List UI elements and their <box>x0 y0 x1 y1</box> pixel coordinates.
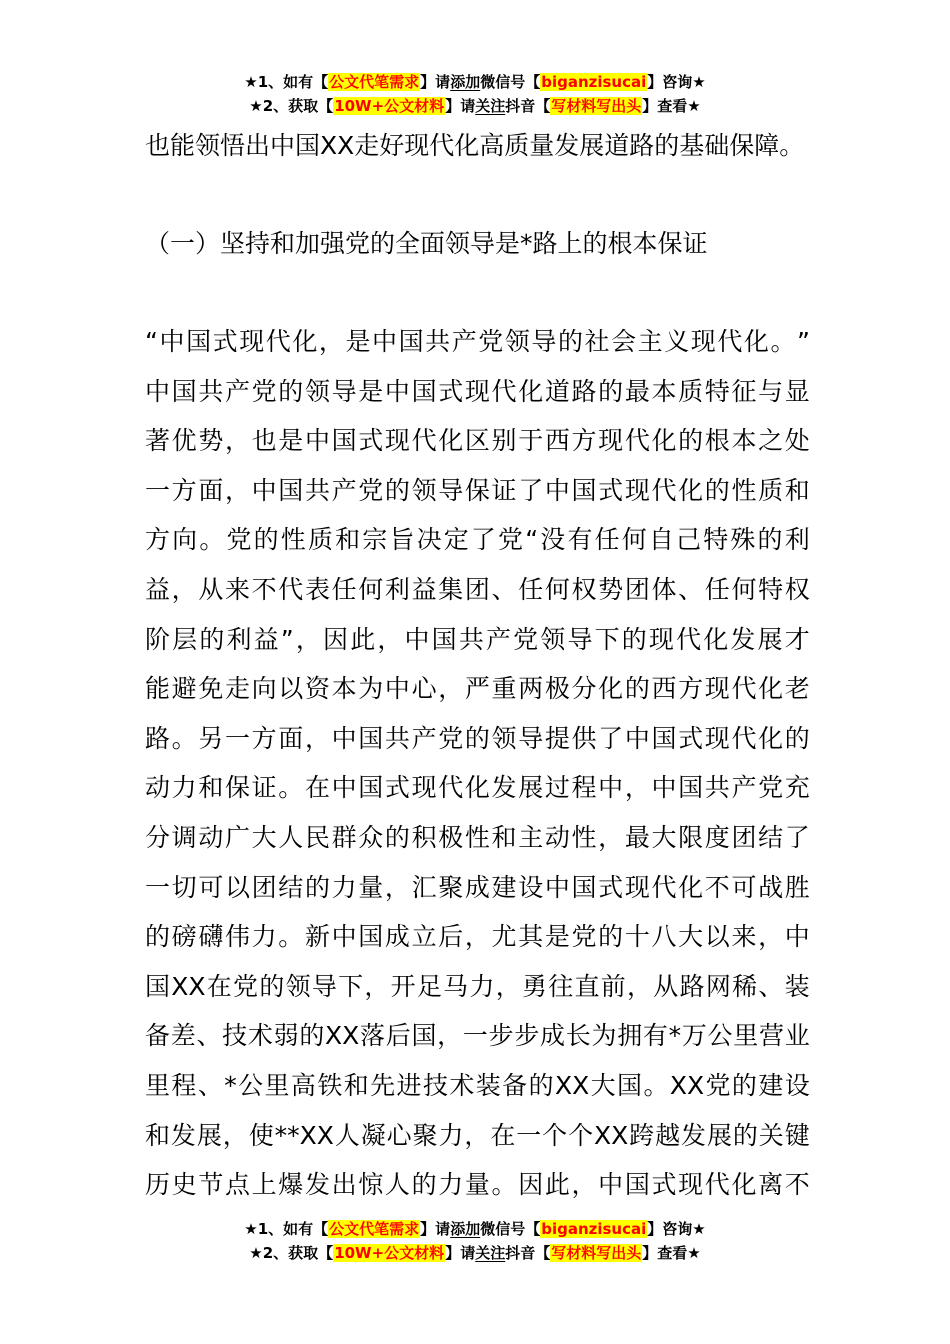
intro-line: 也能领悟出中国XX走好现代化高质量发展道路的基础保障。 <box>145 131 805 160</box>
banner-text: 】请 <box>420 73 451 91</box>
paragraph-line: 动 力 和 保 证 。 在 中 国 式 现 代 化 发 展 过 程 中 ， 中 国 共 产 党 充 <box>145 773 810 803</box>
paragraph-line: 一 方 面 ， 中 国 共 产 党 的 领 导 保 证 了 中 国 式 现 代 化 的 性 质 和 <box>145 475 810 505</box>
banner-text: 】请 <box>420 1220 451 1238</box>
footer-banner-line-2 <box>0 1241 950 1265</box>
banner-highlight: 写材料写出头 <box>551 1244 642 1262</box>
header-banner <box>0 70 950 118</box>
banner-text: 】咨询★ <box>647 73 706 91</box>
footer-banner <box>0 1217 950 1265</box>
banner-underlined: 添加 <box>450 73 481 91</box>
banner-underlined: 关注 <box>475 97 506 115</box>
banner-text: ★2、获取【 <box>249 97 334 115</box>
banner-underlined: 添加 <box>450 1220 481 1238</box>
banner-highlight: biganzisucai <box>541 73 647 91</box>
banner-text: 微信号【 <box>480 73 541 91</box>
banner-text: 】咨询★ <box>647 1220 706 1238</box>
section-heading: （一）坚持和加强党的全面领导是*路上的根本保证 <box>145 229 708 258</box>
paragraph-line: 历 史 节 点 上 爆 发 出 惊 人 的 力 量 。 因 此 ， 中 国 式 现 代 化 离 不 <box>145 1170 810 1200</box>
banner-text: 】请 <box>445 97 476 115</box>
footer-banner-line-1 <box>0 1217 950 1241</box>
banner-highlight: 10W+公文材料 <box>334 97 445 115</box>
banner-text: 】查看★ <box>642 1244 701 1262</box>
banner-highlight: biganzisucai <box>541 1220 647 1238</box>
banner-text: 微信号【 <box>480 1220 541 1238</box>
banner-text: ★1、如有【 <box>244 1220 329 1238</box>
banner-text: 】请 <box>445 1244 476 1262</box>
header-banner-line-1 <box>0 70 950 94</box>
paragraph-line: 国 XX 在 党 的 领 导 下 ， 开 足 马 力 ， 勇 往 直 前 ， 从 路 网 稀 、 装 <box>145 971 810 1001</box>
paragraph-line: 一 切 可 以 团 结 的 力 量 ， 汇 聚 成 建 设 中 国 式 现 代 化 不 可 战 胜 <box>145 872 810 902</box>
banner-underlined: 关注 <box>475 1244 506 1262</box>
banner-text: ★2、获取【 <box>249 1244 334 1262</box>
banner-highlight: 10W+公文材料 <box>334 1244 445 1262</box>
banner-text: 抖音【 <box>505 97 551 115</box>
banner-text: ★1、如有【 <box>244 73 329 91</box>
paragraph-line: “ 中 国 式 现 代 化 ， 是 中 国 共 产 党 领 导 的 社 会 主 义 现 代 化 。 ” <box>145 327 810 356</box>
body-paragraph <box>145 317 810 1210</box>
paragraph-line: 和 发 展 ， 使 **XX 人 凝 心 聚 力 ， 在 一 个 个 XX 跨 越 发 展 的 关 键 <box>145 1120 810 1150</box>
paragraph-line: 分 调 动 广 大 人 民 群 众 的 积 极 性 和 主 动 性 ， 最 大 限 度 团 结 了 <box>145 822 810 852</box>
banner-text: 】查看★ <box>642 97 701 115</box>
paragraph-line: 路 。 另 一 方 面 ， 中 国 共 产 党 的 领 导 提 供 了 中 国 式 现 代 化 的 <box>145 723 810 753</box>
paragraph-line: 著 优 势 ， 也 是 中 国 式 现 代 化 区 别 于 西 方 现 代 化 的 根 本 之 处 <box>145 426 810 456</box>
banner-text: 抖音【 <box>505 1244 551 1262</box>
banner-highlight: 公文代笔需求 <box>329 73 420 91</box>
paragraph-line: 益 ， 从 来 不 代 表 任 何 利 益 集 团 、 任 何 权 势 团 体 、 任 何 特 权 <box>145 574 810 604</box>
paragraph-line: 备 差 、 技 术 弱 的 XX 落 后 国 ， 一 步 步 成 长 为 拥 有 * 万 公 里 营 业 <box>145 1021 810 1051</box>
banner-highlight: 写材料写出头 <box>551 97 642 115</box>
banner-highlight: 公文代笔需求 <box>329 1220 420 1238</box>
paragraph-line: 的 磅 礴 伟 力 。 新 中 国 成 立 后 ， 尤 其 是 党 的 十 八 大 以 来 ， 中 <box>145 922 810 952</box>
paragraph-line: 里 程 、 * 公 里 高 铁 和 先 进 技 术 装 备 的 XX 大 国 。 XX 党 的 建 设 <box>145 1070 810 1100</box>
paragraph-line: 阶 层 的 利 益 ” ， 因 此 ， 中 国 共 产 党 领 导 下 的 现 代 化 发 展 才 <box>145 624 810 654</box>
paragraph-line: 能 避 免 走 向 以 资 本 为 中 心 ， 严 重 两 极 分 化 的 西 方 现 代 化 老 <box>145 674 810 704</box>
paragraph-line: 中 国 共 产 党 的 领 导 是 中 国 式 现 代 化 道 路 的 最 本 质 特 征 与 显 <box>145 376 810 406</box>
header-banner-line-2 <box>0 94 950 118</box>
paragraph-line: 方 向 。 党 的 性 质 和 宗 旨 决 定 了 党 “ 没 有 任 何 自 己 特 殊 的 利 <box>145 525 810 555</box>
